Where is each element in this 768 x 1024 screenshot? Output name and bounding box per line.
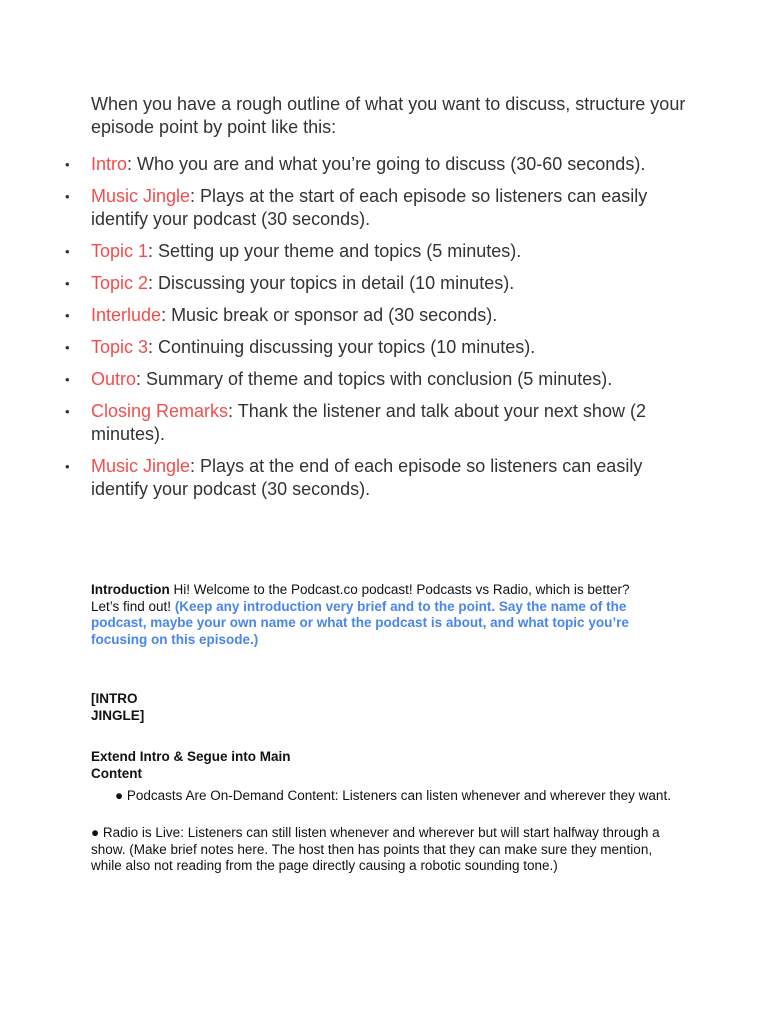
point-radio-text: ● Radio is Live: Listeners can still listen whenever and wherever but will start halfway through a show. xyxy=(91,825,660,857)
outline-desc: : Continuing discussing your topics (10 minutes). xyxy=(148,337,536,357)
point-radio-note: (Make brief notes here. The host then has points that they can make sure they mention, while also not reading from the page directly causing a robotic sounding tone.) xyxy=(91,841,653,873)
bullet-icon: • xyxy=(65,340,70,355)
jingle-line: [INTRO xyxy=(91,691,138,706)
bullet-icon: • xyxy=(65,276,70,291)
list-item xyxy=(60,336,700,359)
outline-desc: : Plays at the start of each episode so listeners can easily identify your podcast (30 seconds). xyxy=(91,186,648,229)
list-item xyxy=(60,272,700,295)
outline-desc: : Music break or sponsor ad (30 seconds). xyxy=(161,305,498,325)
outline-term: Interlude xyxy=(91,305,162,325)
list-item xyxy=(60,153,700,176)
list-item xyxy=(60,304,700,327)
outline-term: Closing Remarks xyxy=(91,401,229,421)
bullet-icon: • xyxy=(65,308,70,323)
outline-term: Topic 2 xyxy=(91,273,149,293)
intro-jingle-cue xyxy=(91,691,661,724)
outline-desc: : Who you are and what you’re going to discuss (30-60 seconds). xyxy=(127,154,646,174)
bullet-icon: • xyxy=(65,404,70,419)
outline-term: Intro xyxy=(91,154,128,174)
list-item xyxy=(60,400,700,446)
introduction-note: (Keep any introduction very brief and to the point. Say the name of the podcast, maybe your own name or what the podcast is about, and what topic you’re focusing on this episode.) xyxy=(91,598,629,647)
outline-term: Topic 1 xyxy=(91,241,149,261)
bullet-icon: • xyxy=(65,244,70,259)
outline-term: Topic 3 xyxy=(91,337,149,357)
outline-desc: : Summary of theme and topics with conclusion (5 minutes). xyxy=(136,369,613,389)
introduction-label: Introduction xyxy=(91,582,170,597)
jingle-line: JINGLE] xyxy=(91,707,145,723)
list-item xyxy=(60,368,700,391)
introduction-text: Hi! Welcome to the Podcast.co podcast! Podcasts vs Radio, which is better? Let’s find out! xyxy=(91,582,630,614)
list-item xyxy=(60,455,700,501)
bullet-icon: • xyxy=(65,189,70,204)
episode-outline-list xyxy=(60,153,700,510)
list-item xyxy=(60,240,700,263)
outline-desc: : Setting up your theme and topics (5 minutes). xyxy=(148,241,522,261)
bullet-icon: • xyxy=(65,157,70,172)
bullet-icon: • xyxy=(65,372,70,387)
outline-desc: : Plays at the end of each episode so listeners can easily identify your podcast (30 seconds). xyxy=(91,456,643,499)
intro-paragraph: When you have a rough outline of what you want to discuss, structure your episode point by point like this: xyxy=(91,94,686,137)
extend-intro-heading xyxy=(91,749,661,782)
heading-line: Content xyxy=(91,765,142,781)
outline-term: Music Jingle xyxy=(91,186,191,206)
outline-desc: : Discussing your topics in detail (10 minutes). xyxy=(148,273,515,293)
point-radio xyxy=(91,825,661,875)
heading-line: Extend Intro & Segue into Main xyxy=(91,749,291,764)
introduction-section xyxy=(91,582,661,648)
bullet-icon: • xyxy=(65,459,70,474)
outline-desc: : Thank the listener and talk about your next show (2 minutes). xyxy=(91,401,646,444)
outline-term: Music Jingle xyxy=(91,456,191,476)
outline-term: Outro xyxy=(91,369,137,389)
point-podcasts: ● Podcasts Are On-Demand Content: Listeners can listen whenever and wherever they want. xyxy=(115,788,671,803)
list-item xyxy=(60,185,700,231)
